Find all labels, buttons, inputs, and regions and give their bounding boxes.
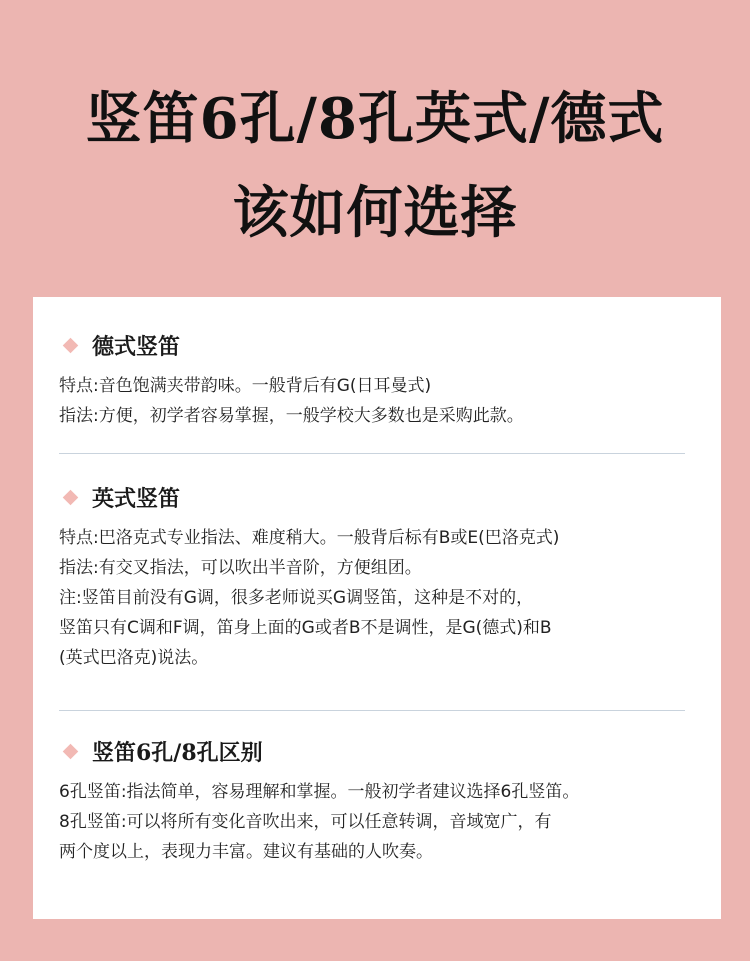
- body-line: 注:竖笛目前没有G调，很多老师说买G调竖笛，这种是不对的，: [59, 588, 534, 608]
- body-line: 指法:有交叉指法，可以吹出半音阶，方便组团。: [59, 558, 422, 578]
- section-heading: 德式竖笛: [92, 333, 181, 360]
- section-header: [59, 733, 699, 769]
- section-body: [59, 371, 699, 431]
- page-title-line-1: 竖笛6孔/8孔英式/德式: [85, 86, 665, 152]
- body-line: 特点:音色饱满夹带韵味。一般背后有G(日耳曼式): [59, 376, 432, 396]
- section-german-recorder: [59, 327, 699, 431]
- page-title: [0, 72, 750, 260]
- section-header: [59, 327, 699, 363]
- section-body: [59, 777, 699, 867]
- body-line: 8孔竖笛:可以将所有变化音吹出来，可以任意转调，音域宽广，有: [59, 812, 552, 832]
- section-body: [59, 523, 699, 673]
- content-card: [33, 297, 721, 919]
- body-line: 指法:方便，初学者容易掌握，一般学校大多数也是采购此款。: [59, 406, 524, 426]
- diamond-bullet-icon: [63, 489, 79, 505]
- page-title-line-2: 该如何选择: [232, 180, 518, 246]
- body-line: 竖笛只有C调和F调，笛身上面的G或者B不是调性，是G(德式)和B: [59, 618, 552, 638]
- section-hole-difference: [59, 733, 699, 867]
- section-heading: 竖笛6孔/8孔区别: [92, 739, 263, 766]
- diamond-bullet-icon: [63, 337, 79, 353]
- section-divider: [59, 710, 685, 711]
- body-line: 两个度以上，表现力丰富。建议有基础的人吹奏。: [59, 842, 433, 862]
- diamond-bullet-icon: [63, 743, 79, 759]
- body-line: 特点:巴洛克式专业指法、难度稍大。一般背后标有B或E(巴洛克式): [59, 528, 560, 548]
- body-line: 6孔竖笛:指法简单，容易理解和掌握。一般初学者建议选择6孔竖笛。: [59, 782, 580, 802]
- section-heading: 英式竖笛: [92, 485, 181, 512]
- section-divider: [59, 453, 685, 454]
- section-header: [59, 479, 699, 515]
- body-line: (英式巴洛克)说法。: [59, 648, 209, 668]
- section-english-recorder: [59, 479, 699, 673]
